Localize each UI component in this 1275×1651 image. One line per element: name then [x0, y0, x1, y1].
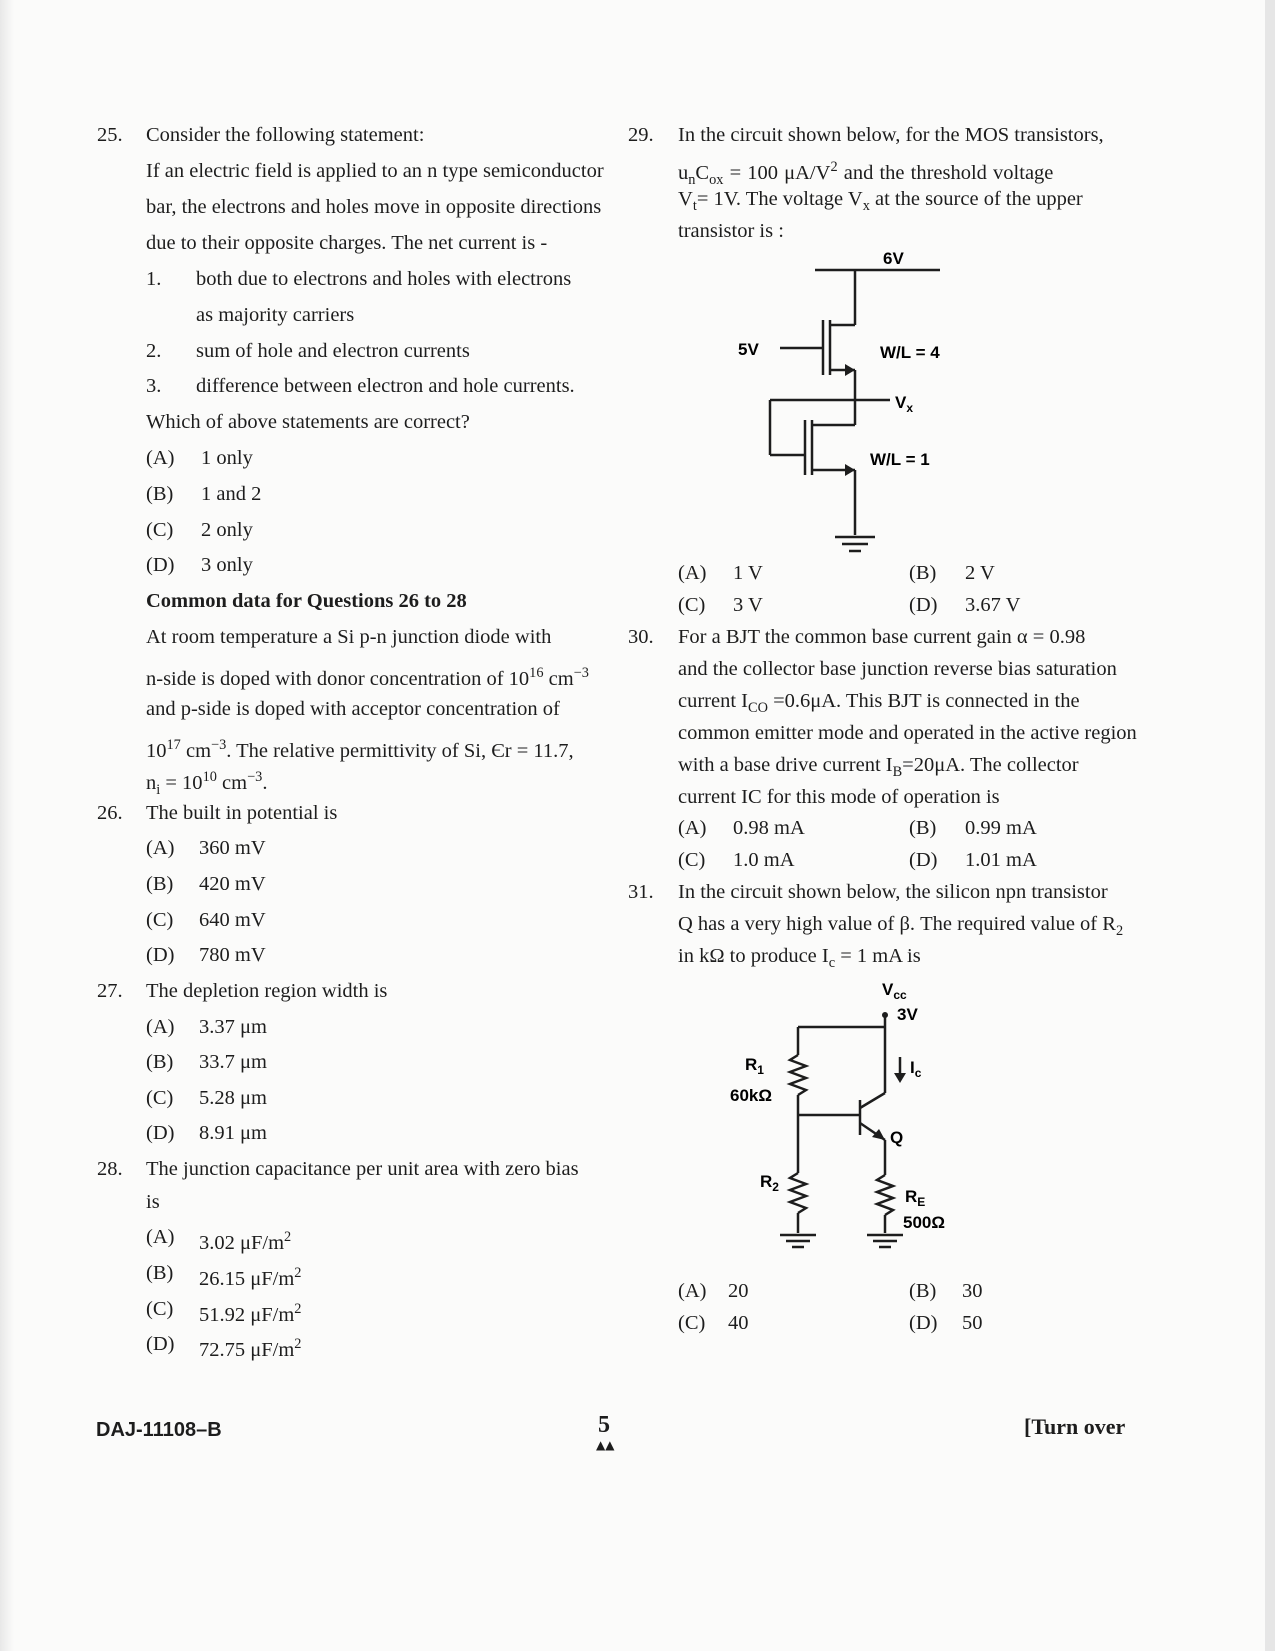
q25-stem-line: If an electric field is applied to an n type semiconductor [146, 160, 604, 182]
q30-option-text: 1.0 mA [733, 849, 795, 871]
q30-stem-line: and the collector base junction reverse bias saturation [678, 658, 1117, 680]
q26-option-text: 360 mV [199, 837, 266, 859]
scan-edge-left [0, 0, 14, 1651]
q26-option-text: 420 mV [199, 873, 266, 895]
bjt-collector-lead [860, 1093, 885, 1108]
footer-page-number: 5 [598, 1412, 610, 1438]
q31-stem-line: In the circuit shown below, the silicon npn transistor [678, 881, 1108, 903]
q28-option-text: 72.75 $\mu F/m^2$ [199, 1336, 302, 1361]
q25-option-label: (A) [146, 447, 175, 469]
vcc-terminal [882, 1012, 888, 1018]
q27-option-text: 33.7 μm [199, 1051, 267, 1073]
q29-option-text: 3.67 V [965, 594, 1021, 616]
bjt-emitter-arrow [872, 1129, 885, 1140]
q28-stem: The junction capacitance per unit area with zero bias [146, 1158, 579, 1180]
footer-turn-over: [Turn over [1024, 1414, 1126, 1439]
q27-option-label: (C) [146, 1087, 174, 1109]
q26-option-label: (D) [146, 944, 175, 966]
q25-statement-text: difference between electron and hole currents. [196, 375, 575, 397]
q29-option-text: 2 V [965, 562, 995, 584]
q27-option-label: (D) [146, 1122, 175, 1144]
supply-label: 3V [897, 1005, 918, 1024]
q31-option-label: (D) [909, 1312, 938, 1334]
q26-option-text: 780 mV [199, 944, 266, 966]
q25-statement-number: 3. [146, 375, 162, 397]
q28-option-text: 51.92 $\mu F/m^2$ [199, 1301, 302, 1326]
q27-option-text: 5.28 μm [199, 1087, 267, 1109]
q31-option-label: (C) [678, 1312, 706, 1334]
q30-option-label: (A) [678, 817, 707, 839]
lower-wl-label: W/L = 1 [870, 450, 930, 469]
q25-question: Which of above statements are correct? [146, 411, 470, 433]
common-data-line: $10^{17}$ $cm^{-3}$. The relative permittivity of Si, Єr = 11.7, [146, 737, 574, 762]
q28-number: 28. [97, 1158, 123, 1180]
q26-number: 26. [97, 802, 123, 824]
q31-option-text: 30 [962, 1280, 983, 1302]
q30-option-text: 0.99 mA [965, 817, 1037, 839]
q31-option-text: 20 [728, 1280, 749, 1302]
upper-wl-label: W/L = 4 [880, 343, 940, 362]
q27-stem: The depletion region width is [146, 980, 388, 1002]
q25-statement-number: 2. [146, 340, 162, 362]
q28-option-label: (A) [146, 1226, 175, 1248]
q29-option-text: 3 V [733, 594, 763, 616]
q25-option-label: (B) [146, 483, 174, 505]
q25-option-label: (D) [146, 554, 175, 576]
q30-option-label: (D) [909, 849, 938, 871]
q30-option-text: 0.98 mA [733, 817, 805, 839]
q29-stem-line: $u_nC_{ox} = 100$ $\mu A/V^2$ and the threshold voltage [678, 159, 1054, 188]
r2-resistor [790, 1173, 806, 1213]
q25-statement-text: both due to electrons and holes with electrons [196, 268, 572, 290]
re-label: $R_E$ [905, 1187, 926, 1209]
supply-label: 6V [883, 249, 904, 268]
re-value: 500Ω [903, 1213, 945, 1232]
footer-triangle-marks-icon: ▲▲ [596, 1438, 615, 1452]
r1-label: $R_1$ [745, 1055, 764, 1077]
q31-bjt-circuit-diagram [720, 965, 1020, 1265]
q31-option-text: 50 [962, 1312, 983, 1334]
q29-option-label: (A) [678, 562, 707, 584]
q30-option-label: (B) [909, 817, 937, 839]
q28-option-text: 3.02 $\mu F/m^2$ [199, 1229, 292, 1254]
q25-statement-text: sum of hole and electron currents [196, 340, 470, 362]
q28-option-label: (C) [146, 1298, 174, 1320]
vx-label: $V_x$ [895, 393, 914, 415]
common-data-line: and p-side is doped with acceptor concentration of [146, 698, 560, 720]
ic-arrowhead [894, 1073, 906, 1083]
q27-option-text: 8.91 μm [199, 1122, 267, 1144]
q25-stem-line: bar, the electrons and holes move in opposite directions [146, 196, 602, 218]
scan-edge-right [1265, 0, 1275, 1651]
q28-option-text: 26.15 $\mu F/m^2$ [199, 1265, 302, 1290]
q25-statement-number: 1. [146, 268, 162, 290]
q25-option-text: 1 and 2 [201, 483, 262, 505]
q26-option-label: (C) [146, 909, 174, 931]
q31-option-label: (A) [678, 1280, 707, 1302]
q31-stem-line: in kΩ to produce $I_c = 1$ mA is [678, 945, 921, 972]
q27-number: 27. [97, 980, 123, 1002]
common-data-line: At room temperature a Si p-n junction diode with [146, 626, 552, 648]
common-data-line: $n_i = 10^{10}$ $cm^{-3}$. [146, 769, 268, 798]
q29-number: 29. [628, 124, 654, 146]
q29-option-text: 1 V [733, 562, 763, 584]
q31-option-label: (B) [909, 1280, 937, 1302]
q27-option-text: 3.37 μm [199, 1016, 267, 1038]
q27-option-label: (B) [146, 1051, 174, 1073]
q30-option-label: (C) [678, 849, 706, 871]
q25-statement-text: as majority carriers [196, 304, 355, 326]
q31-number: 31. [628, 881, 654, 903]
q28-option-label: (D) [146, 1333, 175, 1355]
re-resistor [877, 1175, 893, 1215]
q30-option-text: 1.01 mA [965, 849, 1037, 871]
common-data-line: n-side is doped with donor concentration of $10^{16}$ $cm^{-3}$ [146, 665, 589, 690]
q25-number: 25. [97, 124, 123, 146]
q30-stem-line: For a BJT the common base current gain α = 0.98 [678, 626, 1086, 648]
q29-mos-circuit-diagram [720, 240, 1040, 560]
q29-option-label: (B) [909, 562, 937, 584]
q30-number: 30. [628, 626, 654, 648]
q25-option-text: 1 only [201, 447, 253, 469]
q30-stem-line: common emitter mode and operated in the active region [678, 722, 1137, 744]
q28-option-label: (B) [146, 1262, 174, 1284]
r1-value: 60kΩ [730, 1086, 772, 1105]
upper-source-arrow [845, 364, 855, 376]
q25-option-text: 2 only [201, 519, 253, 541]
q29-stem-line: In the circuit shown below, for the MOS transistors, [678, 124, 1104, 146]
q31-option-text: 40 [728, 1312, 749, 1334]
footer-exam-code: DAJ-11108–B [96, 1419, 222, 1441]
q25-stem-line: Consider the following statement: [146, 124, 425, 146]
q29-stem-line: transistor is : [678, 220, 784, 242]
ic-label: $I_c$ [910, 1058, 922, 1080]
q30-stem-line: current IC for this mode of operation is [678, 786, 1000, 808]
q30-stem-line: with a base drive current $I_B=20\mu A$. The collector [678, 754, 1079, 781]
q29-stem-line: $V_t= 1V$. The voltage $V_x$ at the source of the upper [678, 188, 1083, 215]
q29-option-label: (D) [909, 594, 938, 616]
q26-option-text: 640 mV [199, 909, 266, 931]
q25-stem-line: due to their opposite charges. The net current is - [146, 232, 548, 254]
r2-label: $R_2$ [760, 1172, 779, 1194]
transistor-label: Q [890, 1128, 904, 1147]
q30-stem-line: current $I_{CO} =0.6\mu A$. This BJT is connected in the [678, 690, 1080, 717]
common-data-heading: Common data for Questions 26 to 28 [146, 590, 467, 612]
gate-voltage-label: 5V [738, 340, 759, 359]
q26-stem: The built in potential is [146, 802, 338, 824]
lower-source-arrow [845, 464, 855, 476]
q31-stem-line: Q has a very high value of β. The required value of $R_2$ [678, 913, 1124, 940]
q29-option-label: (C) [678, 594, 706, 616]
q28-stem: is [146, 1191, 160, 1213]
r1-resistor [790, 1055, 806, 1095]
q26-option-label: (B) [146, 873, 174, 895]
q27-option-label: (A) [146, 1016, 175, 1038]
vcc-label: $V_{cc}$ [882, 980, 907, 1002]
q25-option-label: (C) [146, 519, 174, 541]
q25-option-text: 3 only [201, 554, 253, 576]
q26-option-label: (A) [146, 837, 175, 859]
